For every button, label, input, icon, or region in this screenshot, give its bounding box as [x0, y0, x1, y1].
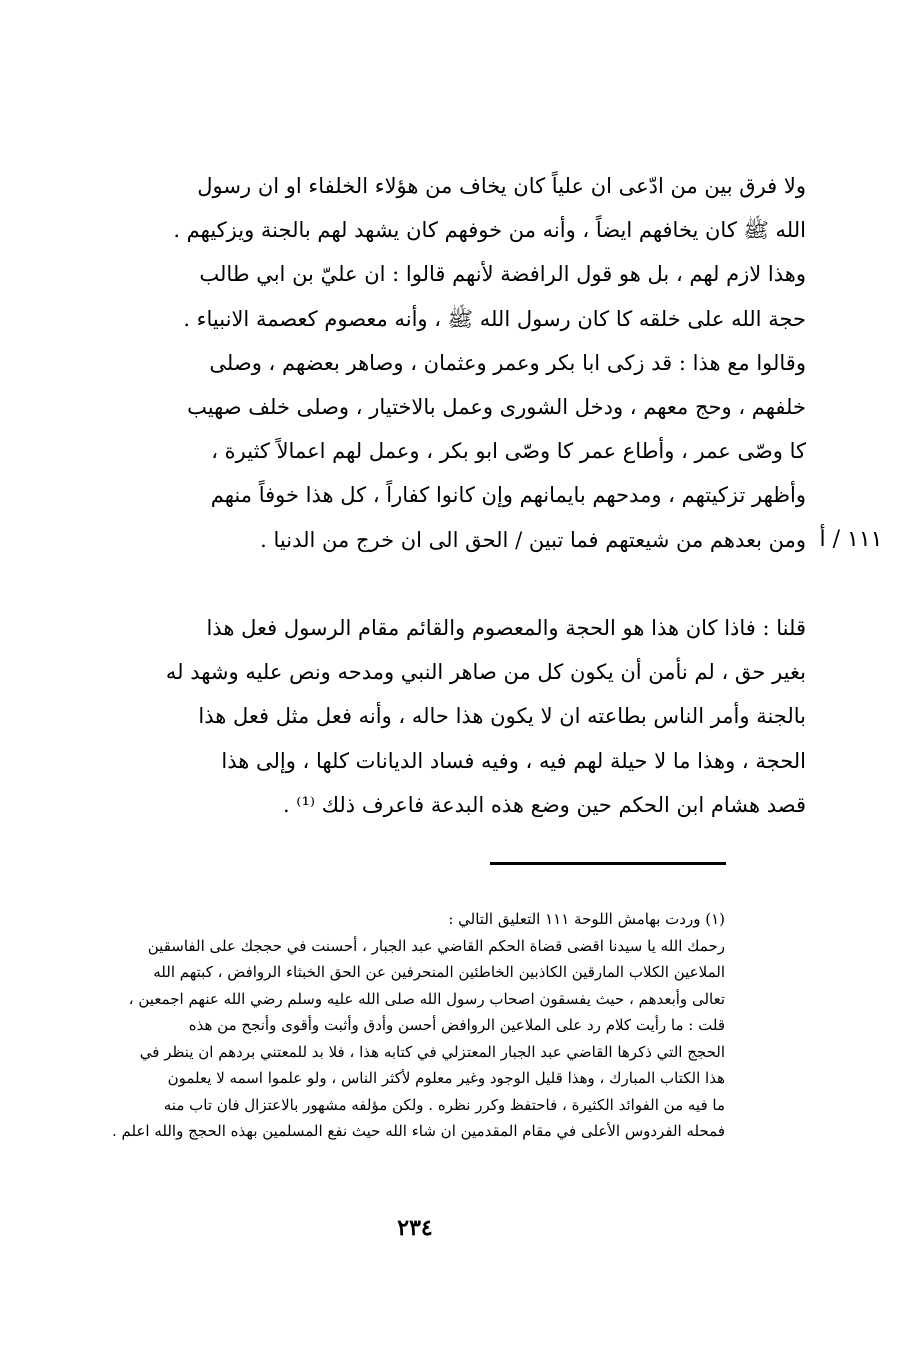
manuscript-folio-reference: ١١١ / أ [819, 527, 883, 552]
text-line: الحجة ، وهذا ما لا حيلة لهم فيه ، وفيه فساد الديانات كلها ، وإلى هذا [221, 748, 806, 773]
footnote-line: الحجج التي ذكرها القاضي عبد الجبار المعتزلي في كتابه هذا ، فلا بد للمعتني بردهم ان ينظر في [139, 1042, 725, 1061]
footnote-block [95, 906, 725, 1145]
text-line: بغير حق ، لم نأمن أن يكون كل من صاهر النبي ومدحه ونص عليه وشهد له [165, 660, 806, 685]
text-line: ومن بعدهم من شيعتهم فما تبين / الحق الى ان خرج من الدنيا . [260, 527, 806, 552]
text-line: خلفهم ، وحج معهم ، ودخل الشورى وعمل بالاختيار ، وصلى خلف صهيب [187, 394, 806, 419]
footnote-line: قلت : ما رأيت كلام رد على الملاعين الروافض أحسن وأدق وأثبت وأقوى وأنجح من هذه [188, 1016, 725, 1034]
footnote-separator-rule [490, 862, 726, 865]
main-paragraph-2 [82, 606, 806, 827]
text-line: وهذا لازم لهم ، بل هو قول الرافضة لأنهم قالوا : ان عليّ بن ابي طالب [199, 262, 806, 287]
text-line: حجة الله على خلقه كا كان رسول الله ﷺ ، وأنه معصوم كعصمة الانبياء . [183, 306, 806, 331]
text-line: قصد هشام ابن الحكم حين وضع هذه البدعة فاعرف ذلك ⁽¹⁾ . [282, 792, 806, 817]
footnote-line: فمحله الفردوس الأعلى في مقام المقدمين ان شاء الله حيث نفع المسلمين بهذه الحجج والله اعلم . [111, 1122, 725, 1140]
text-line: كا وصّى عمر ، وأطاع عمر كا وصّى ابو بكر ، وعمل لهم اعمالاً كثيرة ، [211, 439, 806, 464]
footnote-line: ما فيه من الفوائد الكثيرة ، فاحتفظ وكرر نظره . ولكن مؤلفه مشهور بالاعتزال فان تاب منه [163, 1095, 725, 1114]
text-line: قلنا : فاذا كان هذا هو الحجة والمعصوم والقائم مقام الرسول فعل هذا [206, 616, 806, 640]
text-line: الله ﷺ كان يخافهم ايضاً ، وأنه من خوفهم كان يشهد لهم بالجنة ويزكيهم . [173, 218, 806, 243]
footnote-line: هذا الكتاب المبارك ، وهذا قليل الوجود وغير معلوم لأكثر الناس ، ولو علموا اسمه لا يعلمون [167, 1069, 725, 1087]
main-paragraph-1 [82, 164, 806, 562]
footnote-line: (١) وردت بهامش اللوحة ١١١ التعليق التالي : [448, 910, 725, 928]
page-number: ٢٣٤ [397, 1215, 433, 1241]
text-line: وأظهر تزكيتهم ، ومدحهم بايمانهم وإن كانوا كفاراً ، كل هذا خوفاً منهم [210, 483, 806, 508]
footnote-line: رحمك الله يا سيدنا اقضى قضاة الحكم القاضي عبد الجبار ، أحسنت في حججك على الفاسقين [147, 936, 725, 955]
text-line: بالجنة وأمر الناس بطاعته ان لا يكون هذا حاله ، وأنه فعل مثل فعل هذا [198, 704, 806, 729]
footnote-line: الملاعين الكلاب المارقين الكاذبين الخاطئين المنحرفين عن الحق الخبثاء الروافض ، كبتهم الله [153, 963, 725, 981]
footnote-line: تعالى وأبعدهم ، حيث يفسقون اصحاب رسول الله صلى الله عليه وسلم رضي الله عنهم اجمعين ، [128, 989, 725, 1008]
text-line: وقالوا مع هذا : قد زكى ابا بكر وعمر وعثمان ، وصاهر بعضهم ، وصلى [209, 350, 806, 375]
text-line: ولا فرق بين من ادّعى ان علياً كان يخاف من هؤلاء الخلفاء او ان رسول [197, 174, 806, 198]
